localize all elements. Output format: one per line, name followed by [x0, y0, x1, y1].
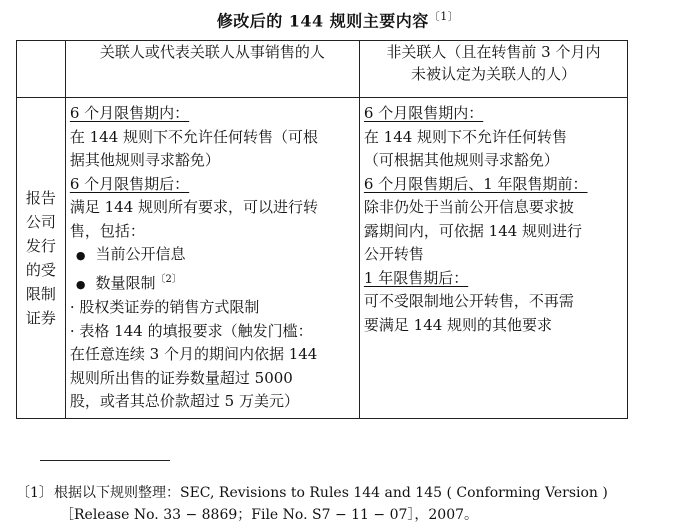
header-blank-cell [17, 41, 66, 98]
bullet-volume-limit [70, 268, 355, 297]
affiliates-text-line: 售，包括： [69, 221, 145, 240]
non-affiliates-heading-6m-to-1y: 6 个月限售期后、1 年限售期前： [363, 174, 588, 193]
title-text: 修改后的 144 规则主要内容 [216, 11, 429, 31]
footnote-text: 根据以下规则整理：SEC, Revisions to Rules 144 and 145 ( Conforming Version ) [54, 485, 608, 501]
affiliates-heading-after-6m: 6 个月限售期后： [69, 174, 190, 193]
row-label-restricted-securities [17, 98, 66, 419]
footnote-divider [40, 460, 170, 461]
header-non-affiliates-line1: 非关联人（且在转售前 3 个月内 [386, 43, 601, 61]
affiliates-cell [65, 98, 359, 419]
row-label-line: 报告 [25, 188, 56, 207]
header-affiliates [65, 41, 359, 98]
non-affiliates-text-line: 除非仍处于当前公开信息要求披 [363, 198, 574, 216]
non-affiliates-text-line: 公开转售 [363, 245, 424, 263]
non-affiliates-cell [359, 98, 627, 419]
bullet-text: 数量限制 [95, 273, 156, 292]
non-affiliates-text-line: 在 144 规则下不允许任何转售 [363, 127, 568, 146]
title-footnote-ref: 〔1〕 [428, 10, 460, 23]
header-non-affiliates-line2: 未被认定为关联人的人） [410, 65, 576, 83]
bullet-text: 当前公开信息 [95, 245, 186, 263]
row-label-line: 发行 [25, 236, 56, 255]
row-label-line: 证券 [25, 308, 56, 327]
affiliates-dot-item: · 股权类证券的销售方式限制 [69, 298, 260, 316]
non-affiliates-text-line: （可根据其他规则寻求豁免） [363, 151, 559, 169]
non-affiliates-text-line: 露期间内，可依据 144 规则进行 [363, 221, 583, 240]
footnote-line-2: ［Release No. 33 − 8869；File No. S7 − 11 − 07］，2007。 [60, 507, 479, 523]
affiliates-heading-within-6m: 6 个月限售期内： [69, 104, 190, 122]
table-body-row [17, 98, 628, 419]
table-header-row [17, 41, 628, 98]
row-label-line: 限制 [25, 284, 56, 303]
affiliates-dot-item: · 表格 144 的填报要求（触发门槛： [69, 321, 313, 340]
footnote-line-1 [16, 482, 636, 504]
non-affiliates-text-line: 要满足 144 规则的其他要求 [363, 315, 553, 334]
affiliates-text-line: 在 144 规则下不允许任何转售（可根 [69, 127, 319, 146]
non-affiliates-heading-after-1y: 1 年限售期后： [363, 268, 469, 287]
non-affiliates-heading-within-6m: 6 个月限售期内： [363, 104, 484, 122]
affiliates-text-line: 在任意连续 3 个月的期间内依据 144 [69, 345, 318, 363]
header-affiliates-text: 关联人或代表关联人从事销售的人 [99, 43, 325, 61]
bullet-current-public-info [70, 243, 355, 268]
footnote [16, 482, 636, 526]
non-affiliates-text-line: 可不受限制地公开转售，不再需 [363, 292, 574, 310]
volume-limit-footnote-ref: 〔2〕 [155, 273, 182, 285]
affiliates-text-line: 股，或者其总价款超过 5 万美元） [69, 392, 299, 410]
row-label-line: 公司 [25, 212, 56, 231]
row-label-line: 的受 [25, 260, 56, 279]
affiliates-text-line: 规则所出售的证券数量超过 5000 [69, 368, 293, 387]
rule-144-table [16, 40, 628, 419]
document-title [0, 8, 676, 31]
footnote-mark: 〔1〕 [16, 485, 53, 501]
header-non-affiliates [359, 41, 627, 98]
affiliates-text-line: 据其他规则寻求豁免） [69, 151, 220, 169]
affiliates-text-line: 满足 144 规则所有要求，可以进行转 [69, 198, 319, 216]
